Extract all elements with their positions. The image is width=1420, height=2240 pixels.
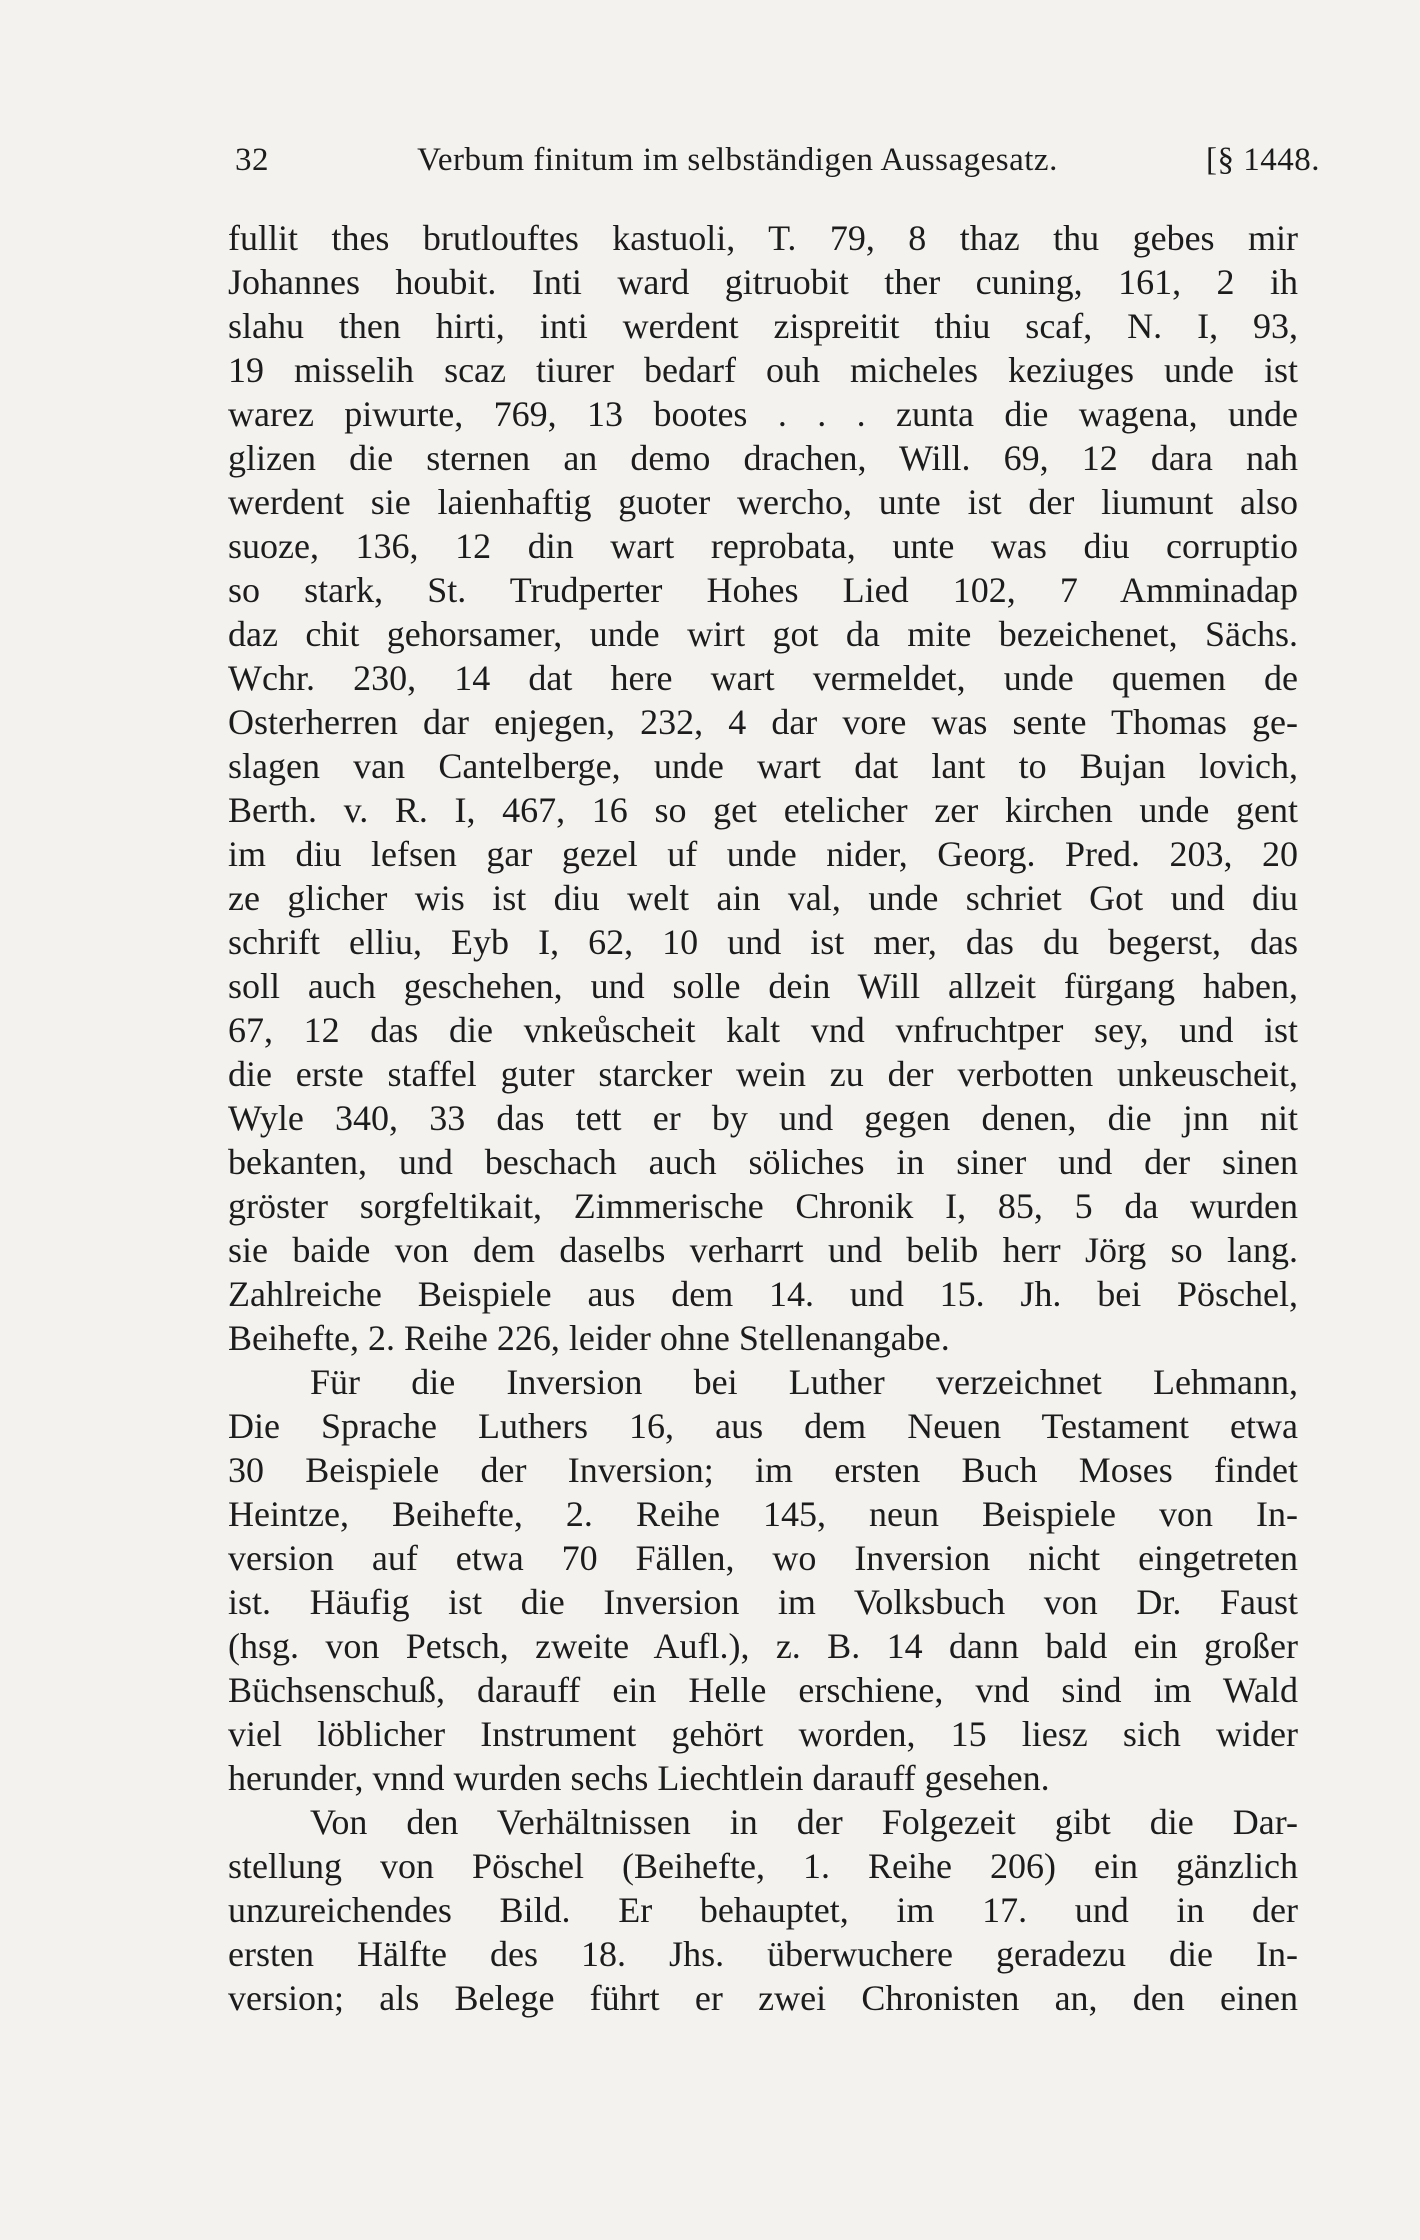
text-line: gröster sorgfeltikait, Zimmerische Chronik I, 85, 5 da wurden — [228, 1186, 1298, 1226]
text-line: version auf etwa 70 Fällen, wo Inversion nicht eingetreten — [228, 1538, 1298, 1578]
text-line: bekanten, und beschach auch söliches in siner und der sinen — [228, 1142, 1298, 1182]
text-line: Heintze, Beihefte, 2. Reihe 145, neun Beispiele von In- — [228, 1494, 1298, 1534]
text-line: schrift elliu, Eyb I, 62, 10 und ist mer, das du begerst, das — [228, 922, 1298, 962]
running-title: Verbum finitum im selbständigen Aussagesatz. — [417, 142, 1058, 178]
text-line: Die Sprache Luthers 16, aus dem Neuen Testament etwa — [228, 1406, 1298, 1446]
text-line: Büchsenschuß, darauff ein Helle erschiene, vnd sind im Wald — [228, 1670, 1298, 1710]
text-line: Wyle 340, 33 das tett er by und gegen denen, die jnn nit — [228, 1098, 1298, 1138]
text-line: Wchr. 230, 14 dat here wart vermeldet, unde quemen de — [228, 658, 1298, 698]
text-line: Beihefte, 2. Reihe 226, leider ohne Stellenangabe. — [228, 1318, 950, 1358]
text-line: unzureichendes Bild. Er behauptet, im 17. und in der — [228, 1890, 1298, 1930]
text-line: ist. Häufig ist die Inversion im Volksbuch von Dr. Faust — [228, 1582, 1298, 1622]
section-reference: [§ 1448. — [1206, 142, 1320, 178]
text-line: Osterherren dar enjegen, 232, 4 dar vore was sente Thomas ge- — [228, 702, 1298, 742]
text-line: so stark, St. Trudperter Hohes Lied 102, 7 Amminadap — [228, 570, 1298, 610]
text-line: warez piwurte, 769, 13 bootes . . . zunta die wagena, unde — [228, 394, 1298, 434]
text-line: slahu then hirti, inti werdent zispreitit thiu scaf, N. I, 93, — [228, 306, 1298, 346]
text-line: version; als Belege führt er zwei Chronisten an, den einen — [228, 1978, 1298, 2018]
text-line: viel löblicher Instrument gehört worden, 15 liesz sich wider — [228, 1714, 1298, 1754]
text-line: Zahlreiche Beispiele aus dem 14. und 15. Jh. bei Pöschel, — [228, 1274, 1298, 1314]
text-line: Für die Inversion bei Luther verzeichnet Lehmann, — [310, 1362, 1298, 1402]
text-line: daz chit gehorsamer, unde wirt got da mite bezeichenet, Sächs. — [228, 614, 1298, 654]
body-text — [228, 216, 1298, 2020]
text-line: herunder, vnnd wurden sechs Liechtlein darauff gesehen. — [228, 1758, 1050, 1798]
text-line: fullit thes brutlouftes kastuoli, T. 79, 8 thaz thu gebes mir — [228, 218, 1298, 258]
text-line: werdent sie laienhaftig guoter wercho, unte ist der liumunt also — [228, 482, 1298, 522]
text-line: ze glicher wis ist diu welt ain val, unde schriet Got und diu — [228, 878, 1298, 918]
text-line: soll auch geschehen, und solle dein Will allzeit fürgang haben, — [228, 966, 1298, 1006]
text-line: Von den Verhältnissen in der Folgezeit gibt die Dar- — [310, 1802, 1298, 1842]
text-line: glizen die sternen an demo drachen, Will. 69, 12 dara nah — [228, 438, 1298, 478]
text-line: 67, 12 das die vnkeůscheit kalt vnd vnfruchtper sey, und ist — [228, 1010, 1298, 1050]
text-line: 30 Beispiele der Inversion; im ersten Buch Moses findet — [228, 1450, 1298, 1490]
text-line: sie baide von dem daselbs verharrt und belib herr Jörg so lang. — [228, 1230, 1298, 1270]
text-line: Johannes houbit. Inti ward gitruobit ther cuning, 161, 2 ih — [228, 262, 1298, 302]
text-line: (hsg. von Petsch, zweite Aufl.), z. B. 14 dann bald ein großer — [228, 1626, 1298, 1666]
running-header — [235, 142, 1320, 192]
text-line: slagen van Cantelberge, unde wart dat lant to Bujan lovich, — [228, 746, 1298, 786]
text-line: 19 misselih scaz tiurer bedarf ouh micheles keziuges unde ist — [228, 350, 1298, 390]
text-line: ersten Hälfte des 18. Jhs. überwuchere geradezu die In- — [228, 1934, 1298, 1974]
text-line: stellung von Pöschel (Beihefte, 1. Reihe 206) ein gänzlich — [228, 1846, 1298, 1886]
text-line: die erste staffel guter starcker wein zu der verbotten unkeuscheit, — [228, 1054, 1298, 1094]
text-line: suoze, 136, 12 din wart reprobata, unte was diu corruptio — [228, 526, 1298, 566]
text-line: im diu lefsen gar gezel uf unde nider, Georg. Pred. 203, 20 — [228, 834, 1298, 874]
text-line: Berth. v. R. I, 467, 16 so get etelicher zer kirchen unde gent — [228, 790, 1298, 830]
page-number: 32 — [235, 142, 269, 178]
